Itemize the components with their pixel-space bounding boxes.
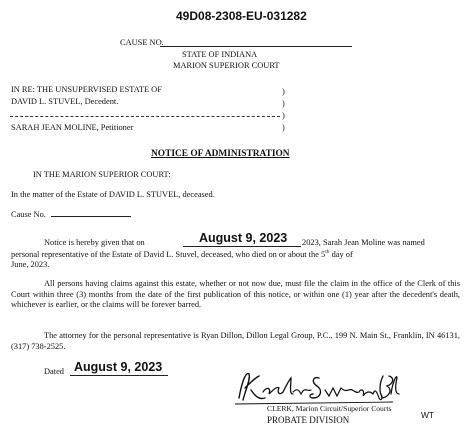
state-heading: STATE OF INDIANA [182,50,258,59]
in-re-line-2: DAVID L. STUVEL, Decedent. [11,97,119,106]
paren-3: ) [282,111,285,120]
clerk-initials: WT [421,410,435,420]
p1-line-2-text: personal representative of the Estate of David L. Stuvel, deceased, who died on or about the 5 [11,249,326,259]
paren-1: ) [282,87,285,96]
p2-claims: All persons having claims against this estate, whether or not now due, must file the claim in the office of the Clerk of this Court within three (3) months from the date of the first publication of this notice, or within one (1) year after the decedent's death, whichever is earlier, or the claims will be forever barred. [11,279,460,310]
p1-line-3: June, 2023. [11,260,50,269]
cause-no-label-2: Cause No. [11,210,46,219]
p1-line-2 [11,249,353,260]
dated-stamp: August 9, 2023 [74,360,163,374]
cause-no-line [160,46,352,47]
cause-no-line-2 [11,210,131,220]
paren-4: ) [282,123,285,132]
cause-no-blank [51,216,131,217]
p1-date-blank [183,246,301,247]
notice-title: NOTICE OF ADMINISTRATION [151,149,290,159]
case-number-stamp: 49D08-2308-EU-031282 [176,9,307,23]
dated-blank [70,375,168,376]
p1-line-2-end: day of [329,249,353,259]
probate-division: PROBATE DIVISION [267,415,350,425]
cause-no-label: CAUSE NO. [120,38,164,47]
p3-attorney: The attorney for the personal representative is Ryan Dillon, Dillon Legal Group, P.C., 199 N. Main St., Franklin, IN 46131, (317) 738-2525. [11,331,460,351]
matter-line: In the matter of the Estate of DAVID L. STUVEL, deceased. [11,190,215,199]
court-line: IN THE MARION SUPERIOR COURT: [33,170,171,179]
in-re-line-1: IN RE: THE UNSUPERVISED ESTATE OF [11,85,162,94]
p1-after-date: 2023, Sarah Jean Moline was named [302,238,425,247]
paren-2: ) [282,99,285,108]
court-heading: MARION SUPERIOR COURT [173,61,280,70]
caption-divider [10,116,280,117]
clerk-signature [233,368,403,408]
petitioner-line: SARAH JEAN MOLINE, Petitioner [11,123,134,132]
dated-label: Dated [44,367,64,376]
clerk-title: CLERK, Marion Circuit/Superior Courts [267,404,392,413]
notice-date-stamp: August 9, 2023 [199,231,288,245]
p1-superscript: th [325,249,330,255]
p1-lead: Notice is hereby given that on [44,238,145,247]
